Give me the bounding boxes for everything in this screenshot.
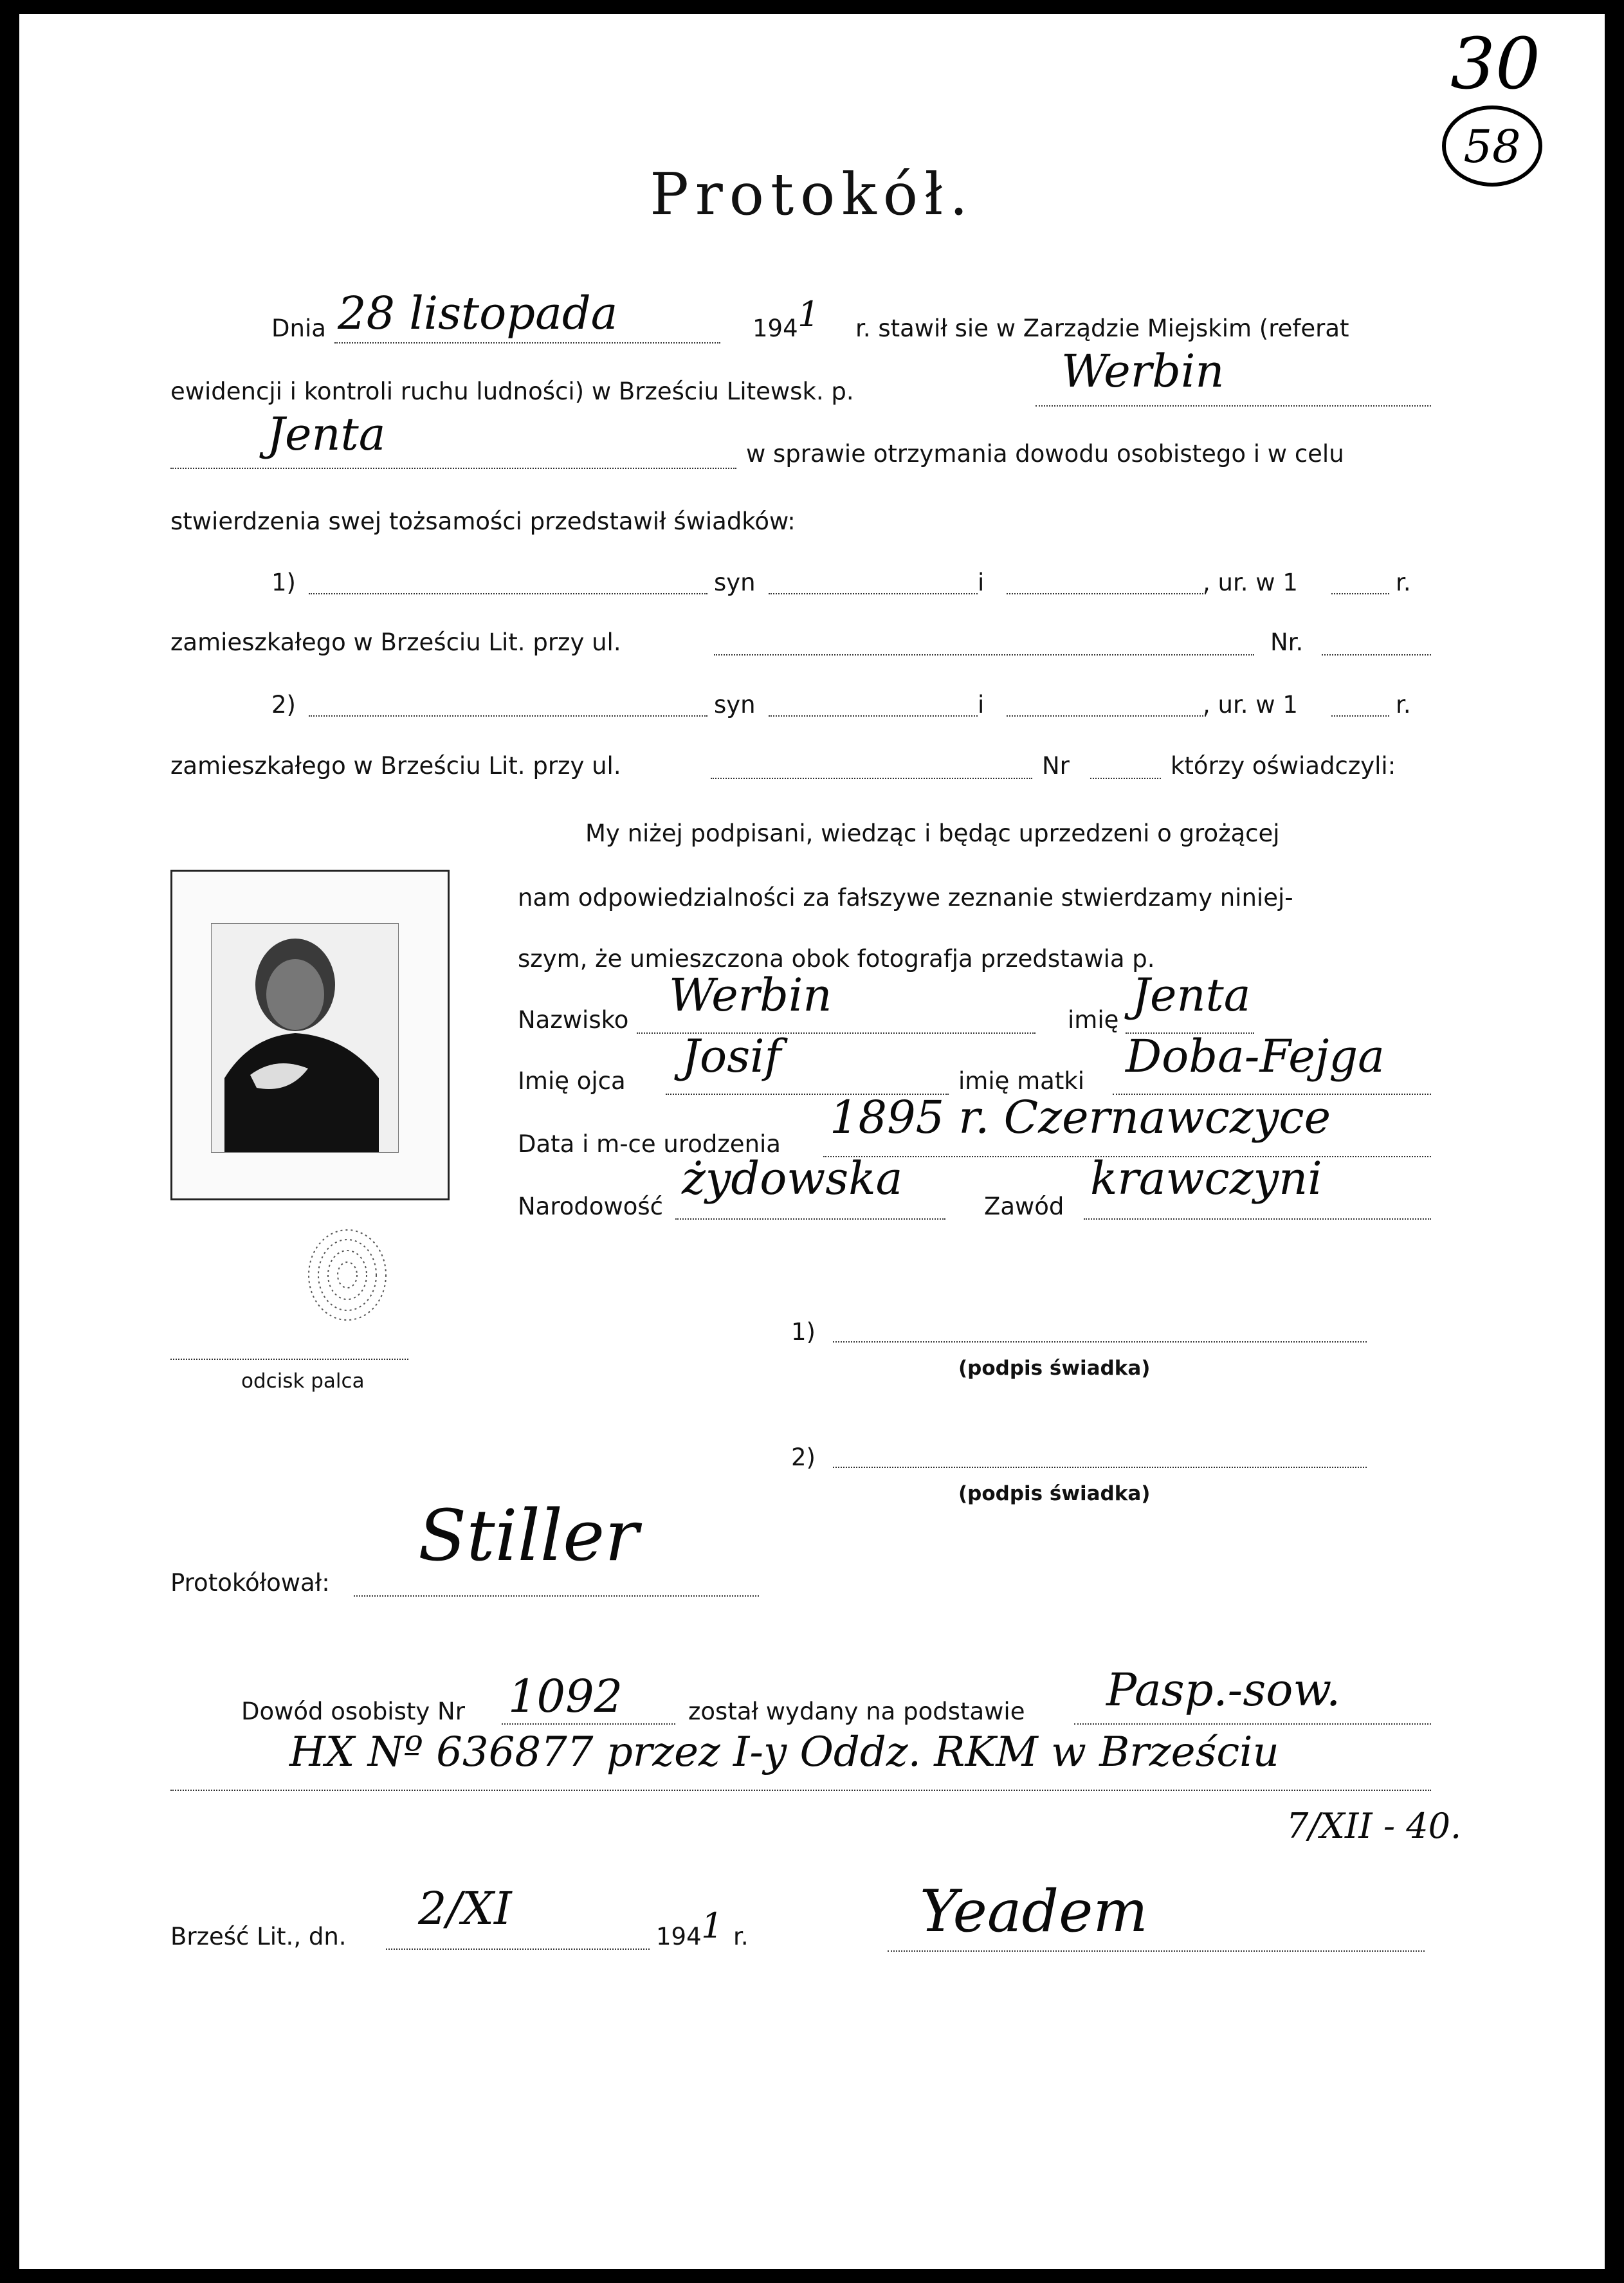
dnia-label: Dnia [271, 315, 326, 342]
imie-ojca-label: Imię ojca [518, 1067, 626, 1095]
witness2-nr-label: Nr [1042, 752, 1070, 780]
issue-year-prefix: 194 [656, 1923, 702, 1950]
witness2-syn: syn [714, 691, 756, 719]
basis-line1: Pasp.-sow. [1106, 1664, 1341, 1716]
place-date-label: Brześć Lit., dn. [170, 1923, 347, 1950]
zawod-label: Zawód [984, 1193, 1064, 1220]
signature2-number: 2) [791, 1444, 816, 1471]
declaration-line3: szym, że umieszczona obok fotografja przedstawia p. [518, 945, 1155, 973]
witness1-i: i [978, 569, 985, 596]
declaration-line1: My niżej podpisani, wiedząc i będąc uprzedzeni o grożącej [585, 820, 1280, 847]
nazwisko-value: Werbin [669, 969, 832, 1022]
zostal-wydany-label: został wydany na podstawie [688, 1698, 1025, 1725]
imie-matki-value: Doba-Fejga [1126, 1030, 1385, 1083]
photo-frame [170, 870, 450, 1200]
year-digit: 1 [798, 294, 820, 335]
witness1-ur: , ur. w 1 [1203, 569, 1298, 596]
imie-label: imię [1068, 1006, 1119, 1034]
witness1-address-label: zamieszkałego w Brześciu Lit. przy ul. [170, 628, 621, 656]
witness2-number: 2) [271, 691, 296, 719]
podpis-swiadka-2: (podpis świadka) [958, 1482, 1151, 1505]
declaration-line2: nam odpowiedzialności za fałszywe zeznanie stwierdzamy niniej- [518, 884, 1293, 912]
archive-number: 30 [1450, 24, 1540, 105]
fingerprint-icon [296, 1224, 399, 1326]
witness1-nr-label: Nr. [1270, 628, 1304, 656]
dowod-number: 1092 [508, 1670, 623, 1723]
intro-line2: ewidencji i kontroli ruchu ludności) w Brześciu Litewsk. p. [170, 378, 854, 405]
witness1-syn: syn [714, 569, 756, 596]
date-filled: 28 listopada [338, 287, 618, 340]
portrait-icon [212, 924, 398, 1152]
intro-line3: w sprawie otrzymania dowodu osobistego i w celu [746, 440, 1344, 468]
witness1-number: 1) [271, 569, 296, 596]
archive-number-circled: 58 [1463, 120, 1521, 173]
witness2-i: i [978, 691, 985, 719]
issue-r: r. [733, 1923, 749, 1950]
portrait-photo [211, 923, 399, 1153]
witness2-r: r. [1396, 691, 1411, 719]
official-signature: Yeadem [920, 1878, 1148, 1945]
intro-line4: stwierdzenia swej tożsamości przedstawił świadków: [170, 508, 796, 535]
basis-line3: 7/XII - 40. [1286, 1806, 1462, 1846]
surname-filled: Werbin [1061, 345, 1225, 398]
year-prefix: 194 [753, 315, 798, 342]
witness2-ur: , ur. w 1 [1203, 691, 1298, 719]
signature1-number: 1) [791, 1318, 816, 1346]
document-page [19, 14, 1605, 2269]
narodowosc-value: żydowska [682, 1152, 903, 1205]
ktorzy-label: którzy oświadczyli: [1171, 752, 1396, 780]
protokolowal-signature: Stiller [418, 1494, 639, 1577]
narodowosc-label: Narodowość [518, 1193, 664, 1220]
imie-value: Jenta [1132, 969, 1251, 1022]
nazwisko-label: Nazwisko [518, 1006, 629, 1034]
protokolowal-label: Protokółował: [170, 1569, 330, 1597]
basis-line2: HX Nº 636877 przez I-y Oddz. RKM w Brześciu [289, 1728, 1279, 1776]
data-urodzenia-value: 1895 r. Czernawczyce [830, 1091, 1331, 1144]
odcisk-palca-label: odcisk palca [241, 1370, 365, 1393]
podpis-swiadka-1: (podpis świadka) [958, 1357, 1151, 1380]
issue-year-digit: 1 [701, 1905, 724, 1946]
imie-matki-label: imię matki [958, 1067, 1085, 1095]
witness2-address-label: zamieszkałego w Brześciu Lit. przy ul. [170, 752, 621, 780]
zawod-value: krawczyni [1090, 1152, 1322, 1205]
page-title: Protokół. [650, 161, 974, 228]
intro-line1-rest: r. stawił sie w Zarządzie Miejskim (referat [855, 315, 1349, 342]
witness1-r: r. [1396, 569, 1411, 596]
first-name-filled: Jenta [267, 408, 386, 461]
place-date-value: 2/XI [418, 1882, 512, 1935]
dowod-label: Dowód osobisty Nr [241, 1698, 465, 1725]
imie-ojca-value: Josif [682, 1030, 781, 1083]
data-urodzenia-label: Data i m-ce urodzenia [518, 1130, 781, 1158]
